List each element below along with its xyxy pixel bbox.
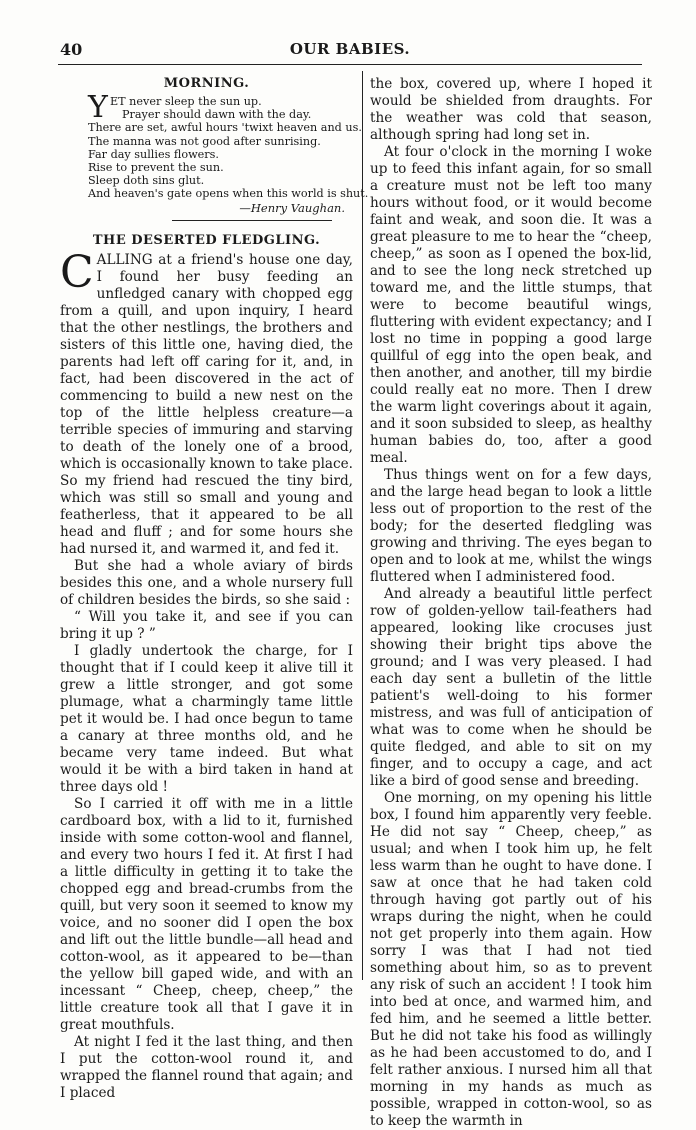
paragraph: And already a beautiful little perfect row of golden-yellow tail-feathers had appeared, looking like crocuses just showing their bright tips above the ground; and I was very pleased. I had each day sent a bulletin of the little patient's well-doing to his former mistress, and was full of anticipation of what was to come when he should be quite fledged, and able to sit on my finger, and to occupy a cage, and act like a bird of good sense and breeding.	[370, 586, 652, 789]
paragraph: But she had a whole aviary of birds besides this one, and a whole nursery full of children besides the birds, so she said :	[60, 557, 353, 608]
left-column	[60, 76, 369, 1102]
poem-attribution: —Henry Vaughan.	[239, 200, 345, 215]
paragraph: At night I fed it the last thing, and then I put the cotton-wool round it, and wrapped the flannel round that again; and I placed	[60, 1033, 353, 1101]
poem-line: Rise to prevent the sun.	[88, 161, 224, 175]
poem-line: Prayer should dawn with the day.	[122, 108, 312, 122]
poem-line: ET never sleep the sun up.	[110, 95, 262, 108]
paragraph-text: ALLING at a friend's house one day, I found her busy feeding an unfledged canary with chopped egg from a quill, and upon inquiry, I heard that the other nestlings, the brothers and sisters of this little one, having died, the parents had left off caring for it, and, in fact, had been discovered in the act of commencing to build a new nest on the top of the little helpless creature—a terrible species of immuring and starving to death of the lonely one of a brood, which is occasionally known to take place. So my friend had rescued the tiny bird, which was still so small and young and featherless, that it appeared to be all head and fluff ; and for some hours she had nursed it, and warmed it, and fed it.	[60, 251, 353, 557]
poem-line: And heaven's gate opens when this world is shut.	[88, 187, 369, 201]
poem-line: The manna was not good after sunrising.	[88, 134, 321, 148]
paragraph: I gladly undertook the charge, for I thought that if I could keep it alive till it grew a little stronger, and got some plumage, what a charmingly tame little pet it would be. I had once begun to tame a canary at three months old, and he became very tame indeed. But what would it be with a bird taken in hand at three days old !	[60, 642, 353, 795]
running-title: OUR BABIES.	[289, 40, 411, 58]
article-title: THE DESERTED FLEDGLING.	[92, 232, 321, 248]
article-drop-cap: C	[60, 246, 94, 298]
paragraph: So I carried it off with me in a little cardboard box, with a lid to it, furnished inside with some cotton-wool and flannel, and every two hours I fed it. At first I had a little difficulty in getting it to take the chopped egg and bread-crumbs from the quill, but very soon it seemed to know my voice, and no sooner did I open the box and lift out the little bundle—all head and cotton-wool, as it appeared to be—than the yellow bill gaped wide, and with an incessant “ Cheep, cheep, cheep,” the little creature took all that I gave it in great mouthfuls.	[60, 795, 353, 1033]
poem	[88, 90, 369, 215]
running-header	[58, 36, 642, 62]
paragraph: One morning, on my opening his little box, I found him apparently very feeble. He did not say “ Cheep, cheep,” as usual; and when I took him up, he felt less warm than he ought to have done. I saw at once that he had taken cold through having got partly out of his wraps during the night, when he could not get properly into them again. How sorry I was that I had not tied something about him, so as to prevent any risk of such an accident ! I took him into bed at once, and warmed him, and fed him, and he seemed a little better. But he did not take his food as willingly as he had been accustomed to do, and I felt rather anxious. I nursed him all that morning in my hands as much as possible, wrapped in cotton-wool, so as to keep the warmth in	[370, 790, 652, 1129]
poem-drop-cap: Y	[88, 90, 108, 125]
poem-line: Sleep doth sins glut.	[88, 174, 205, 188]
poem-title: MORNING.	[163, 76, 250, 91]
article-body-left	[60, 246, 353, 1102]
paragraph: At four o'clock in the morning I woke up to feed this infant again, for so small a creature must not be left too many hours without food, or it would become faint and weak, and soon die. It was a great pleasure to me to hear the “cheep, cheep,” as soon as I opened the box-lid, and to see the long neck stretched up toward me, and the little stumps, that were to become beautiful wings, fluttering with evident expectancy; and I lost no time in popping a good large quillful of egg into the open beak, and then another, and another, till my birdie could really eat no more. Then I drew the warm light coverings about it again, and it soon subsided to sleep, as healthy human babies do, too, after a good meal.	[370, 144, 652, 466]
paragraph: “ Will you take it, and see if you can bring it up ? ”	[60, 608, 353, 642]
poem-line: There are set, awful hours 'twixt heaven and us.	[88, 121, 362, 135]
paragraph: the box, covered up, where I hoped it would be shielded from draughts. For the weather was cold that season, although spring had long set in.	[370, 76, 652, 143]
page-number: 40	[60, 40, 83, 59]
paragraph	[60, 246, 353, 558]
section-rule	[172, 220, 332, 221]
poem-line: Far day sullies flowers.	[88, 147, 219, 161]
paragraph: Thus things went on for a few days, and the large head began to look a little less out of proportion to the rest of the body; for the deserted fledgling was growing and thriving. The eyes began to open and to look at me, whilst the wings fluttered when I administered food.	[370, 467, 652, 585]
column-divider	[362, 71, 363, 980]
right-column	[370, 76, 652, 1130]
header-rule	[58, 64, 642, 65]
